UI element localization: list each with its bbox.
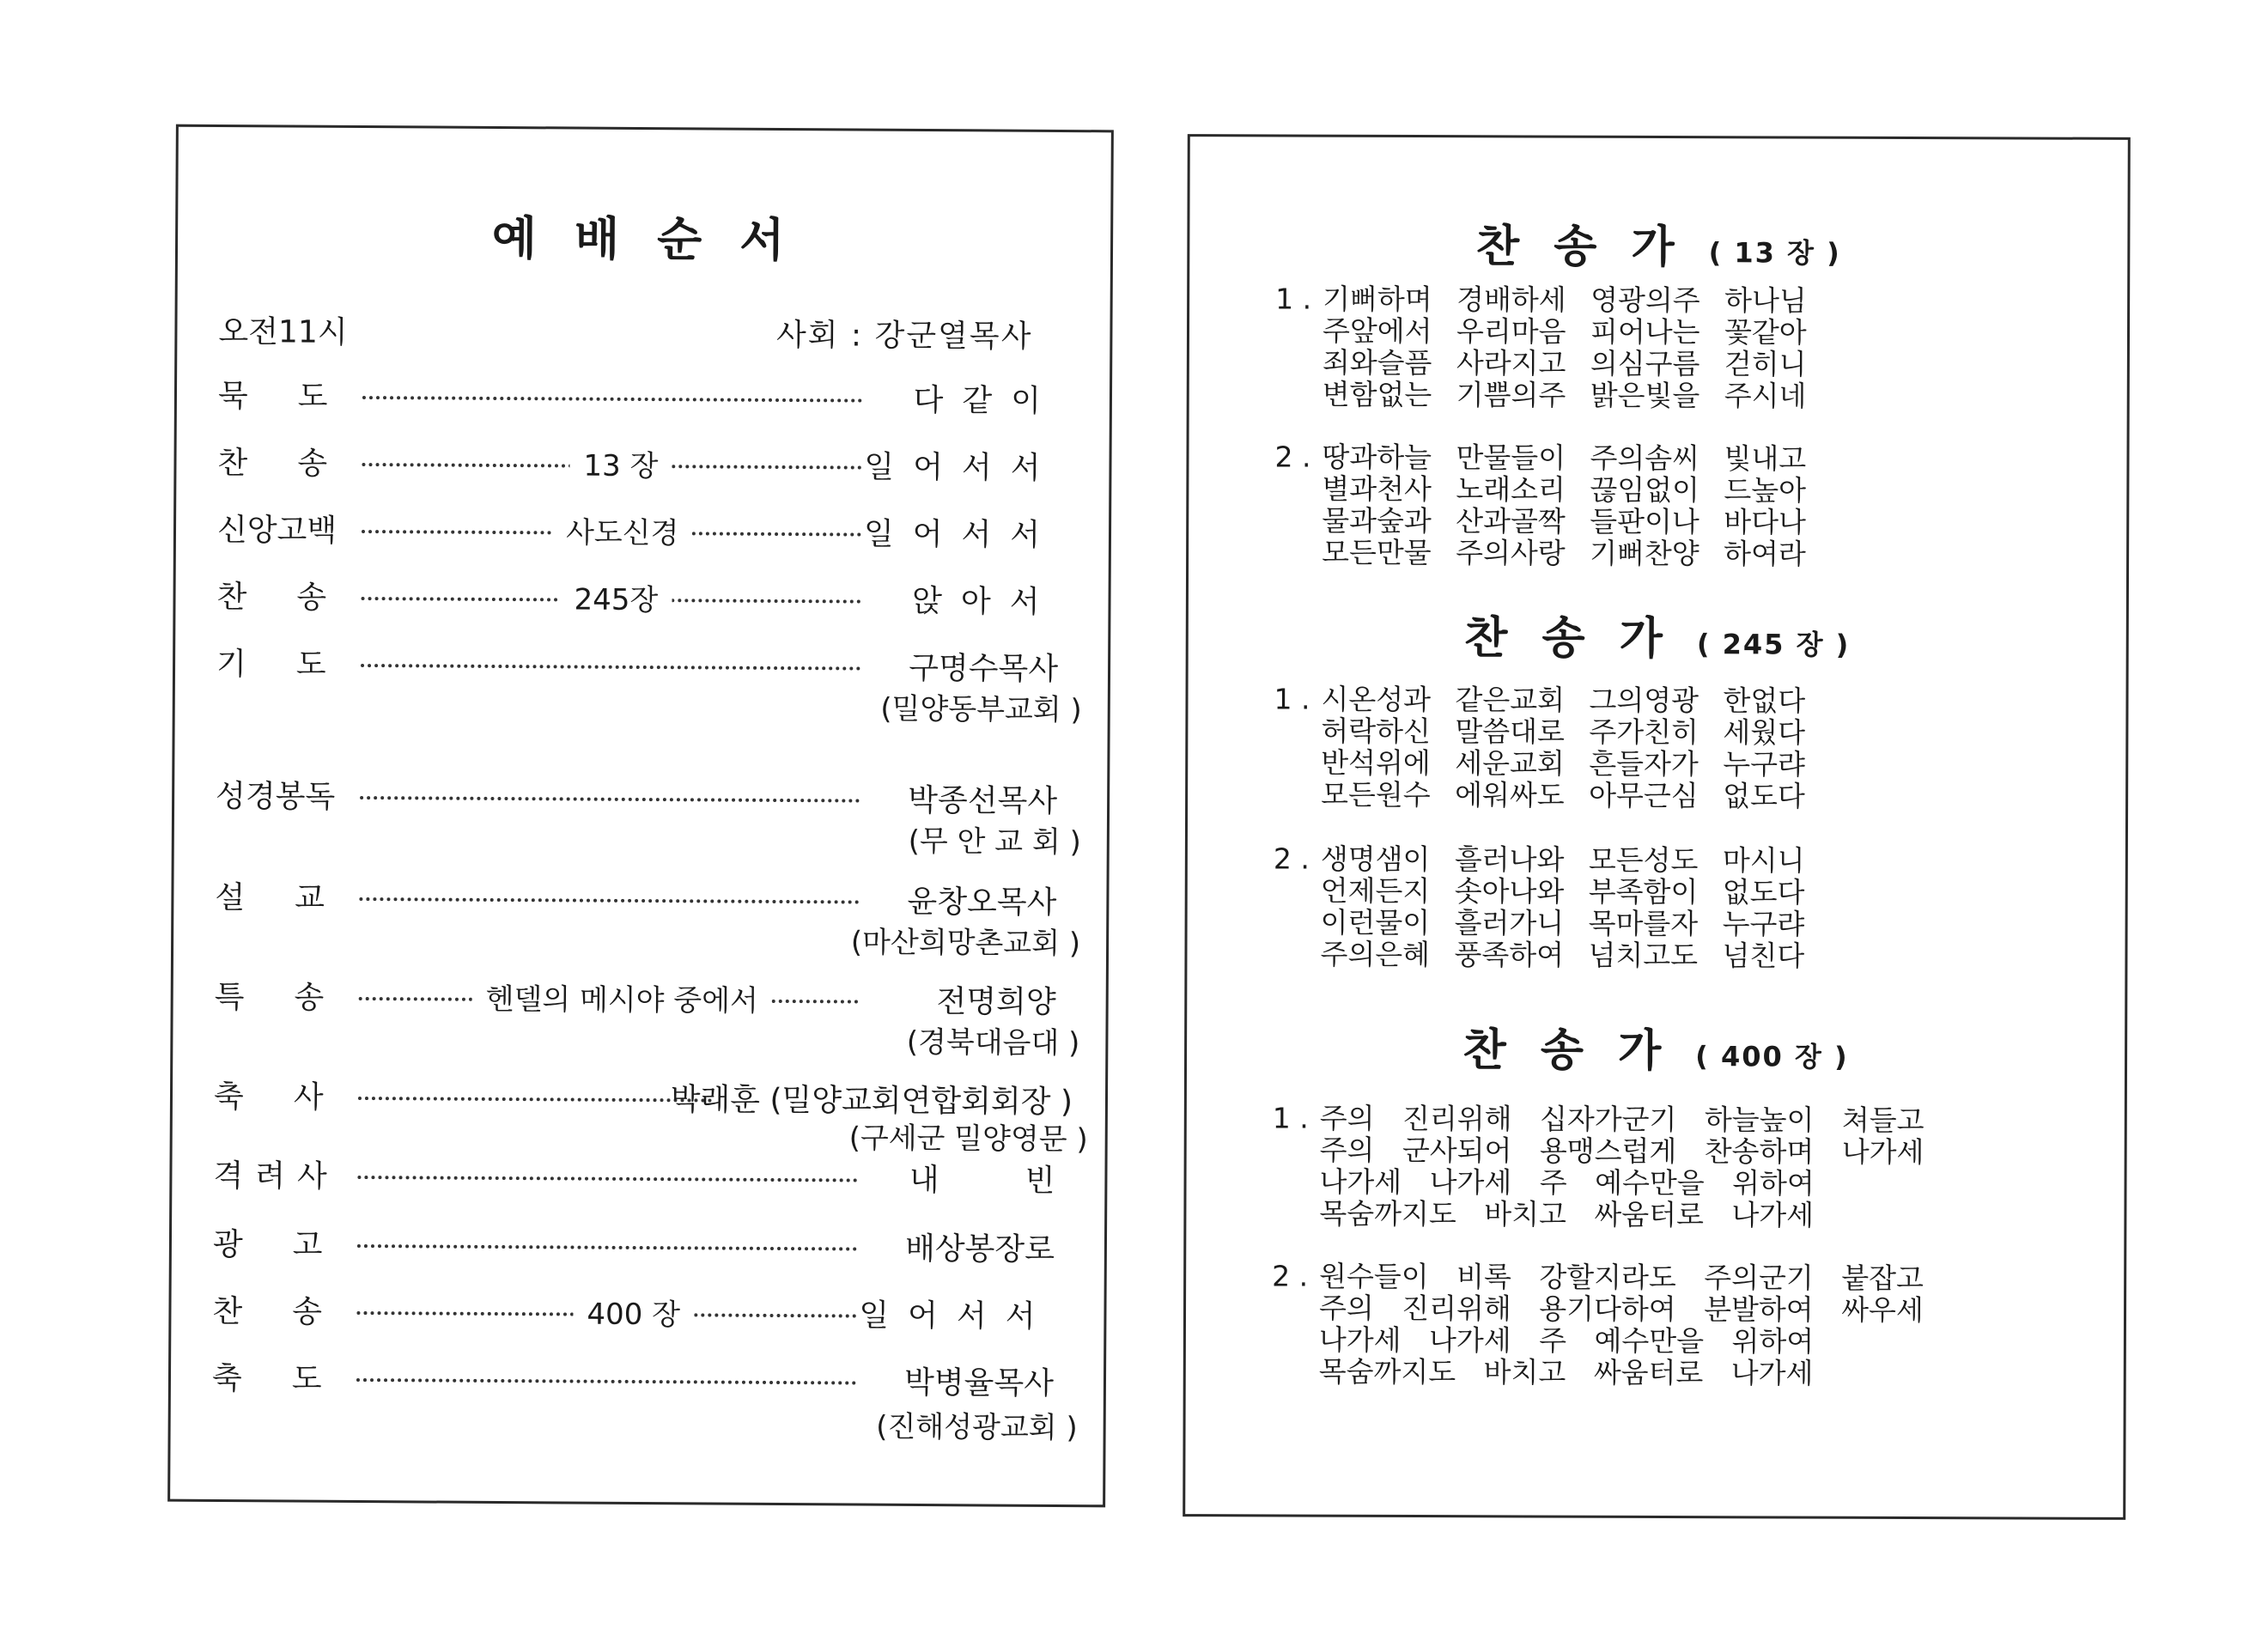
program-item [213,1151,1141,1207]
verse-line: 죄와슬픔 사라지고 의심구름 걷히니 [1322,345,1807,381]
item-label: 묵도 [217,378,378,416]
item-label: 특송 [214,979,374,1017]
item-label: 축도 [211,1360,372,1398]
item-label: 찬송 [217,445,378,483]
verse-line: 별과천사 노래소리 끊임없이 드높아 [1322,471,1807,508]
program-item [216,771,1074,828]
hymn-number: ( 245 장 ) [1696,628,1851,661]
item-leader: 일어서서 [864,449,1060,486]
item-detail: 245장 [560,574,672,626]
verse-line: 물과숲과 산과골짝 들판이나 바다나 [1322,503,1806,539]
page-title: 예배순서 [491,210,823,268]
verse-line: 주의 진리위해 용기다하여 분발하여 싸우세 [1318,1291,1924,1328]
verse-line: 주의 진리위해 십자가군기 하늘높이 쳐들고 [1319,1101,1924,1138]
item-leader: 앉아서 [912,583,1059,620]
verse-line: 언제든지 솟아나와 부족함이 없도다 [1320,873,1805,909]
item-label: 신앙고백 [216,512,337,549]
program-item [217,438,1076,495]
service-time: 오전11시 [218,313,348,350]
verse-line: 주앞에서 우리마음 피어나는 꽃같아 [1322,313,1807,349]
verse-line: 주의은혜 풍족하여 넘치고도 넘친다 [1320,937,1805,973]
leader-dots [357,1244,857,1251]
verse-line: 시온성과 같은교회 그의영광 한없다 [1321,682,1806,718]
program-item [217,505,1076,562]
item-label: 기도 [216,646,376,684]
verse-line: 모든원수 에워싸도 아무근심 없도다 [1321,777,1805,813]
verse-line: 생명샘이 흘러나와 모든성도 마시니 [1320,842,1805,878]
hymn-heading: 찬송가 [1462,1024,1696,1078]
verse-line: 모든만물 주의사랑 기뻐찬양 하여라 [1322,535,1806,571]
verse-line: 변함없는 기쁨의주 밝은빛을 주시네 [1322,377,1807,413]
hymn-title [1187,1012,2125,1080]
leader-dots [358,1097,712,1103]
verse-line: 기뻐하며 경배하세 영광의주 하나님 [1322,282,1807,318]
officiant: 사회 : 강군열목사 [775,317,1033,355]
item-detail: 400 장 [573,1289,694,1341]
leader-dots [362,396,862,403]
hymn-title [1189,209,2127,277]
item-affiliation: (무 안 교 회 ) [908,824,1081,860]
verse-number: 2 . [1274,440,1311,474]
verse-line: 땅과하늘 만물들이 주의솜씨 빛내고 [1322,440,1807,476]
leader-dots [359,897,859,904]
item-affiliation: (진해성광교회 ) [876,1409,1078,1446]
item-detail: 13 장 [569,440,672,492]
hymn-heading: 찬송가 [1464,612,1698,666]
verse-line: 목숨까지도 바치고 싸움터로 나가세 [1319,1196,1815,1232]
item-label: 격려사 [213,1158,339,1194]
program-item [213,1219,1072,1276]
program-item [212,1286,1071,1343]
item-leader: 일어서서 [863,516,1060,553]
item-label: 성경봉독 [216,778,336,815]
item-leader: 윤창오목사 [907,884,1057,921]
item-label: 찬송 [216,579,377,617]
verse-number: 1 . [1275,282,1312,316]
leader-dots [361,664,860,671]
hymn-verse [1274,441,1825,569]
hymn-heading: 찬송가 [1475,221,1709,274]
hymn-number: ( 400 장 ) [1695,1040,1849,1073]
hymn-verse [1275,283,1826,411]
verse-line: 나가세 나가세 주 예수만을 위하여 [1318,1322,1815,1358]
hymn-title [1189,600,2126,668]
verse-number: 2 . [1272,1259,1309,1293]
verse-line: 목숨까지도 바치고 싸움터로 나가세 [1318,1354,1814,1390]
leader-dots [356,1378,856,1385]
leader-dots [357,1176,857,1182]
item-label: 찬송 [212,1293,373,1331]
item-label: 설교 [215,879,375,917]
item-leader: 전명희양 [936,984,1056,1020]
item-affiliation: (마산희망촌교회 ) [850,925,1081,962]
item-leader: 구명수목사 [909,650,1059,687]
item-leader: 배상봉장로 [904,1231,1055,1267]
verse-number: 2 . [1273,842,1310,876]
item-label: 축사 [213,1079,374,1116]
hymn-number: ( 13 장 ) [1708,236,1841,270]
item-leader: 내빈 [909,1162,1141,1200]
hymn-verse [1274,683,1824,811]
hymn-verse [1273,842,1823,971]
item-leader: 박병율목사 [903,1365,1055,1401]
item-detail: 사도신경 [552,507,693,559]
item-label: 광고 [212,1226,373,1264]
hymn-verse [1272,1102,1960,1231]
program-item [215,972,1073,1029]
item-affiliation: (밀양동부교회 ) [880,691,1082,728]
program-item [216,639,1075,696]
verse-number: 1 . [1272,1101,1309,1135]
program-item [215,872,1073,929]
verse-number: 1 . [1274,682,1310,716]
hymns-panel [1183,134,2131,1520]
leader-dots [360,796,860,803]
verse-line: 반석위에 세운교회 흔들자가 누구랴 [1321,745,1805,781]
program-item [216,572,1075,629]
program-item [218,371,1077,428]
verse-line: 주의 군사되어 용맹스럽게 찬송하며 나가세 [1319,1133,1924,1170]
verse-line: 허락하신 말씀대로 주가친히 세웠다 [1321,714,1806,750]
verse-line: 이런물이 흘러가니 목마를자 누구랴 [1320,905,1805,941]
order-of-worship-panel [167,125,1141,1508]
item-leader: 박래훈 (밀양교회연합회회장 ) [670,1082,1073,1121]
item-affiliation: (구세군 밀양영문 ) [848,1121,1088,1158]
verse-line: 나가세 나가세 주 예수만을 위하여 [1319,1164,1815,1200]
hymn-verse [1272,1260,1960,1389]
program-item [212,1353,1071,1410]
item-leader: 일어서서 [859,1298,1055,1334]
item-detail: 헨델의 메시야 중에서 [472,974,773,1027]
time-row [218,307,1077,356]
item-affiliation: (경북대음대 ) [906,1024,1080,1061]
item-leader: 다같이 [913,382,1061,419]
verse-line: 원수들이 비록 강할지라도 주의군기 붙잡고 [1319,1259,1924,1296]
item-leader: 박종선목사 [908,782,1058,819]
